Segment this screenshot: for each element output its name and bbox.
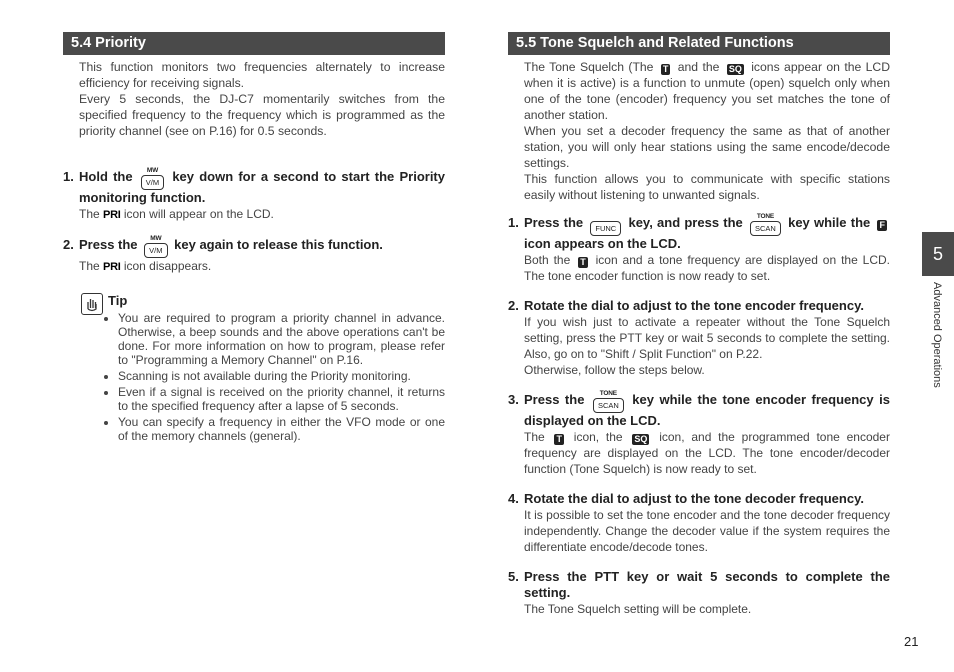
section-tone-squelch — [508, 32, 890, 617]
key-label: FUNC — [590, 221, 621, 236]
step-text-part: Press the — [524, 392, 585, 407]
step-item — [63, 237, 445, 258]
step-text-part: key again to release this function. — [174, 237, 383, 252]
key-label: SCAN — [593, 398, 624, 413]
func-key-icon — [590, 219, 621, 236]
step-number: 5. — [508, 569, 519, 584]
chapter-title-text: Advanced Operations — [931, 282, 943, 388]
step-item — [508, 215, 890, 252]
chapter-tab: 5 — [922, 232, 954, 276]
step-item — [508, 569, 890, 601]
step-text — [524, 392, 890, 429]
detail-part: Both the — [524, 253, 571, 267]
step-item — [508, 491, 890, 507]
step-number: 1. — [63, 169, 74, 184]
intro-paragraph — [524, 59, 890, 123]
key-label: V/M — [141, 175, 164, 190]
step-item — [508, 298, 890, 314]
step-detail: It is possible to set the tone encoder and the tone decoder frequency independently. Change the decoder value if the system requires the differentiate encode/decode tones. — [524, 508, 890, 554]
intro-paragraph: Every 5 seconds, the DJ-C7 momentarily switches from the specified frequency to the frequency which is programmed as the priority channel (see on P.16) for 0.5 seconds. — [79, 92, 445, 138]
detail-part: The — [79, 259, 100, 273]
tip-box — [63, 293, 445, 443]
step-number: 1. — [508, 215, 519, 230]
step-detail — [79, 258, 445, 275]
step-detail — [524, 429, 890, 477]
step-detail — [79, 206, 445, 223]
section-heading: 5.4 Priority — [63, 32, 445, 55]
intro-paragraph: This function monitors two frequencies alternately to increase efficiency for receiving signals. — [79, 60, 445, 90]
key-label-top: TONE — [756, 213, 774, 220]
step-item — [508, 392, 890, 429]
step-detail: If you wish just to activate a repeater without the Tone Squelch setting, press the PTT key or wait 5 seconds to complete the setting. Also, go on to "Shift / Split Function" on P.22. — [524, 315, 890, 361]
step-text-part: Hold the — [79, 169, 133, 184]
vm-key-icon — [141, 167, 164, 190]
step-text: Rotate the dial to adjust to the tone encoder frequency. — [524, 298, 864, 313]
key-label-top: TONE — [599, 390, 617, 397]
detail-part: icon disappears. — [123, 259, 212, 273]
text-part: icons appear on the LCD when it is active) is a function to unmute (open) squelch only when one of the tone (encoder) frequency you set matches the tone of another station. — [524, 60, 891, 122]
step-text-part: Press the — [79, 237, 138, 252]
tip-item: • You are required to program a priority channel in advance. Otherwise, a beep sounds and the above operations can't be done. For more information on how to program, please refer to "Programming a Memory Channel" on P.16. — [118, 311, 445, 367]
step-text: Press the PTT key or wait 5 seconds to complete the setting. — [524, 569, 890, 600]
step-number: 4. — [508, 491, 519, 506]
detail-part: icon will appear on the LCD. — [123, 207, 274, 221]
key-label: SCAN — [750, 221, 781, 236]
tip-item: • Scanning is not available during the Priority monitoring. — [118, 369, 445, 383]
step-number: 2. — [508, 298, 519, 313]
tip-item: • Even if a signal is received on the priority channel, it returns to the specified frequency after a lapse of 5 seconds. — [118, 385, 445, 413]
detail-part: icon, the — [573, 430, 623, 444]
step-text-part: Press the — [524, 215, 584, 230]
step-item — [63, 169, 445, 206]
step-text-part: key while the — [788, 215, 871, 230]
step-detail — [524, 252, 890, 284]
chapter-title — [920, 282, 954, 412]
key-label-top: MW — [146, 167, 159, 174]
step-text-part: key down for a second to start the Priority monitoring function. — [79, 169, 445, 205]
detail-part: The — [524, 430, 545, 444]
sq-icon: SQ — [634, 434, 648, 444]
sq-icon: SQ — [728, 64, 742, 74]
intro-paragraph: This function allows you to communicate with specific stations easily without listening to unwanted signals. — [524, 172, 890, 202]
step-number: 2. — [63, 237, 74, 252]
step-text — [79, 169, 445, 206]
section-heading: 5.5 Tone Squelch and Related Functions — [508, 32, 890, 55]
text-part: The Tone Squelch (The — [524, 60, 654, 74]
intro-paragraph: When you set a decoder frequency the same as that of another station, you will only hear stations using the same encode/decode settings. — [524, 124, 890, 170]
step-text: Rotate the dial to adjust to the tone decoder frequency. — [524, 491, 864, 506]
step-text-part: key while the tone encoder frequency is displayed on the LCD. — [524, 392, 890, 428]
section-priority — [63, 32, 445, 445]
step-text — [79, 237, 445, 258]
detail-part: icon, and the programmed tone encoder frequency are displayed on the LCD. The tone encoder/decoder function (Tone Squelch) is now ready to set. — [524, 430, 890, 476]
tip-item: • You can specify a frequency in either the VFO mode or one of the memory channels (general). — [118, 415, 445, 443]
hand-icon — [81, 293, 103, 315]
detail-part: icon and a tone frequency are displayed on the LCD. The tone encoder function is now ready to set. — [524, 253, 891, 283]
t-icon: T — [580, 257, 586, 267]
step-detail: The Tone Squelch setting will be complete. — [524, 602, 752, 616]
pri-icon: PRI — [103, 261, 121, 273]
step-text-part: key, and press the — [628, 215, 743, 230]
step-text — [524, 215, 890, 252]
page-number: 21 — [904, 634, 919, 649]
key-label: V/M — [144, 243, 167, 258]
step-text-part: icon appears on the LCD. — [524, 236, 681, 251]
step-detail: Otherwise, follow the steps below. — [524, 363, 705, 377]
scan-key-icon — [750, 213, 781, 236]
vm-key-icon — [144, 235, 167, 258]
tip-list — [108, 311, 445, 443]
step-number: 3. — [508, 392, 519, 407]
tip-title: Tip — [108, 293, 128, 308]
f-icon: F — [879, 220, 885, 230]
pri-icon: PRI — [103, 209, 121, 221]
key-label-top: MW — [150, 235, 162, 242]
text-part: and the — [677, 60, 720, 74]
t-icon: T — [662, 64, 669, 74]
scan-key-icon — [593, 390, 624, 413]
detail-part: The — [79, 207, 100, 221]
t-icon: T — [556, 434, 562, 444]
